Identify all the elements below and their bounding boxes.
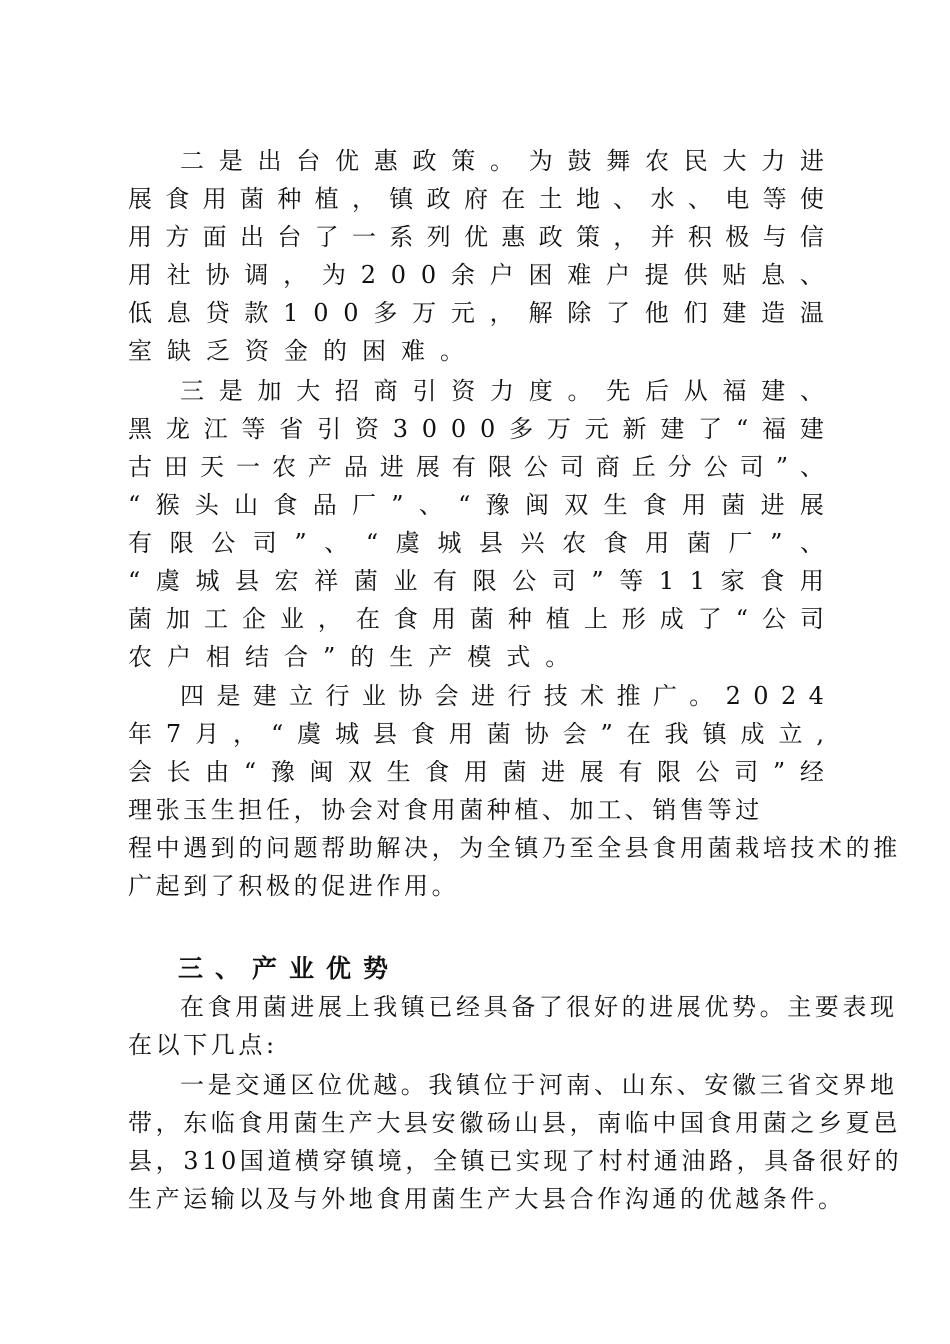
text-line: 用 社 协 调 ， 为 2 0 0 余 户 困 难 户 提 供 贴 息 、 [128,261,824,289]
text-line: 县，310国道横穿镇境，全镇已实现了村村通油路，具备很好的 [128,1147,903,1175]
text-line: 理张玉生担任，协会对食用菌种植、加工、销售等过 [128,796,763,824]
section-heading: 三、产业优势 [178,954,401,983]
text-line: 黑 龙 江 等 省 引 资 3 0 0 0 多 万 元 新 建 了 “ 福 建 [128,415,824,443]
paragraph-intro-advantages [128,988,898,1064]
paragraph-industry-association [128,677,901,905]
text-line: 在食用菌进展上我镇已经具备了很好的进展优势。主要表现 [180,993,898,1021]
paragraph-transport-location [128,1066,903,1218]
text-line: 广起到了积极的促进作用。 [128,872,460,900]
text-line: 在以下几点: [128,1031,278,1059]
text-line: 农 户 相 结 合 ” 的 生 产 模 式 。 [128,643,570,671]
text-line: 用 方 面 出 台 了 一 系 列 优 惠 政 策 ， 并 积 极 与 信 [128,223,824,251]
text-line: 三 是 加 大 招 商 引 资 力 度 。 先 后 从 福 建 、 [180,377,824,405]
text-line: 会 长 由 “ 豫 闽 双 生 食 用 菌 进 展 有 限 公 司 ” 经 [128,758,824,786]
text-line: 生产运输以及与外地食用菌生产大县合作沟通的优越条件。 [128,1185,846,1213]
text-line: 四 是 建 立 行 业 协 会 进 行 技 术 推 广 。 2 0 2 4 [180,682,824,710]
text-line: 室 缺 乏 资 金 的 困 难 。 [128,337,464,365]
text-line: 二 是 出 台 优 惠 政 策 。 为 鼓 舞 农 民 大 力 进 [180,147,824,175]
text-line: 菌 加 工 企 业 ， 在 食 用 菌 种 植 上 形 成 了 “ 公 司 [128,605,824,633]
text-line: “ 猴 头 山 食 品 厂 ” 、 “ 豫 闽 双 生 食 用 菌 进 展 [128,491,824,519]
paragraph-preferential-policies [128,142,824,370]
text-line: 一是交通区位优越。我镇位于河南、山东、安徽三省交界地 [180,1071,898,1099]
text-line: 低 息 贷 款 1 0 0 多 万 元 ， 解 除 了 他 们 建 造 温 [128,299,824,327]
text-line: 程中遇到的问题帮助解决，为全镇乃至全县食用菌栽培技术的推 [128,834,901,862]
text-line: 年 7 月 ， “ 虞 城 县 食 用 菌 协 会 ” 在 我 镇 成 立 , [128,720,824,748]
text-line: 展 食 用 菌 种 植 ， 镇 政 府 在 土 地 、 水 、 电 等 使 [128,185,824,213]
text-line: 有 限 公 司 ” 、 “ 虞 城 县 兴 农 食 用 菌 厂 ” 、 [128,529,824,557]
paragraph-investment-attraction [128,372,824,676]
text-line: 古 田 天 一 农 产 品 进 展 有 限 公 司 商 丘 分 公 司 ” 、 [128,453,824,481]
text-line: “ 虞 城 县 宏 祥 菌 业 有 限 公 司 ” 等 1 1 家 食 用 [128,567,824,595]
text-line: 带，东临食用菌生产大县安徽砀山县，南临中国食用菌之乡夏邑 [128,1109,901,1137]
